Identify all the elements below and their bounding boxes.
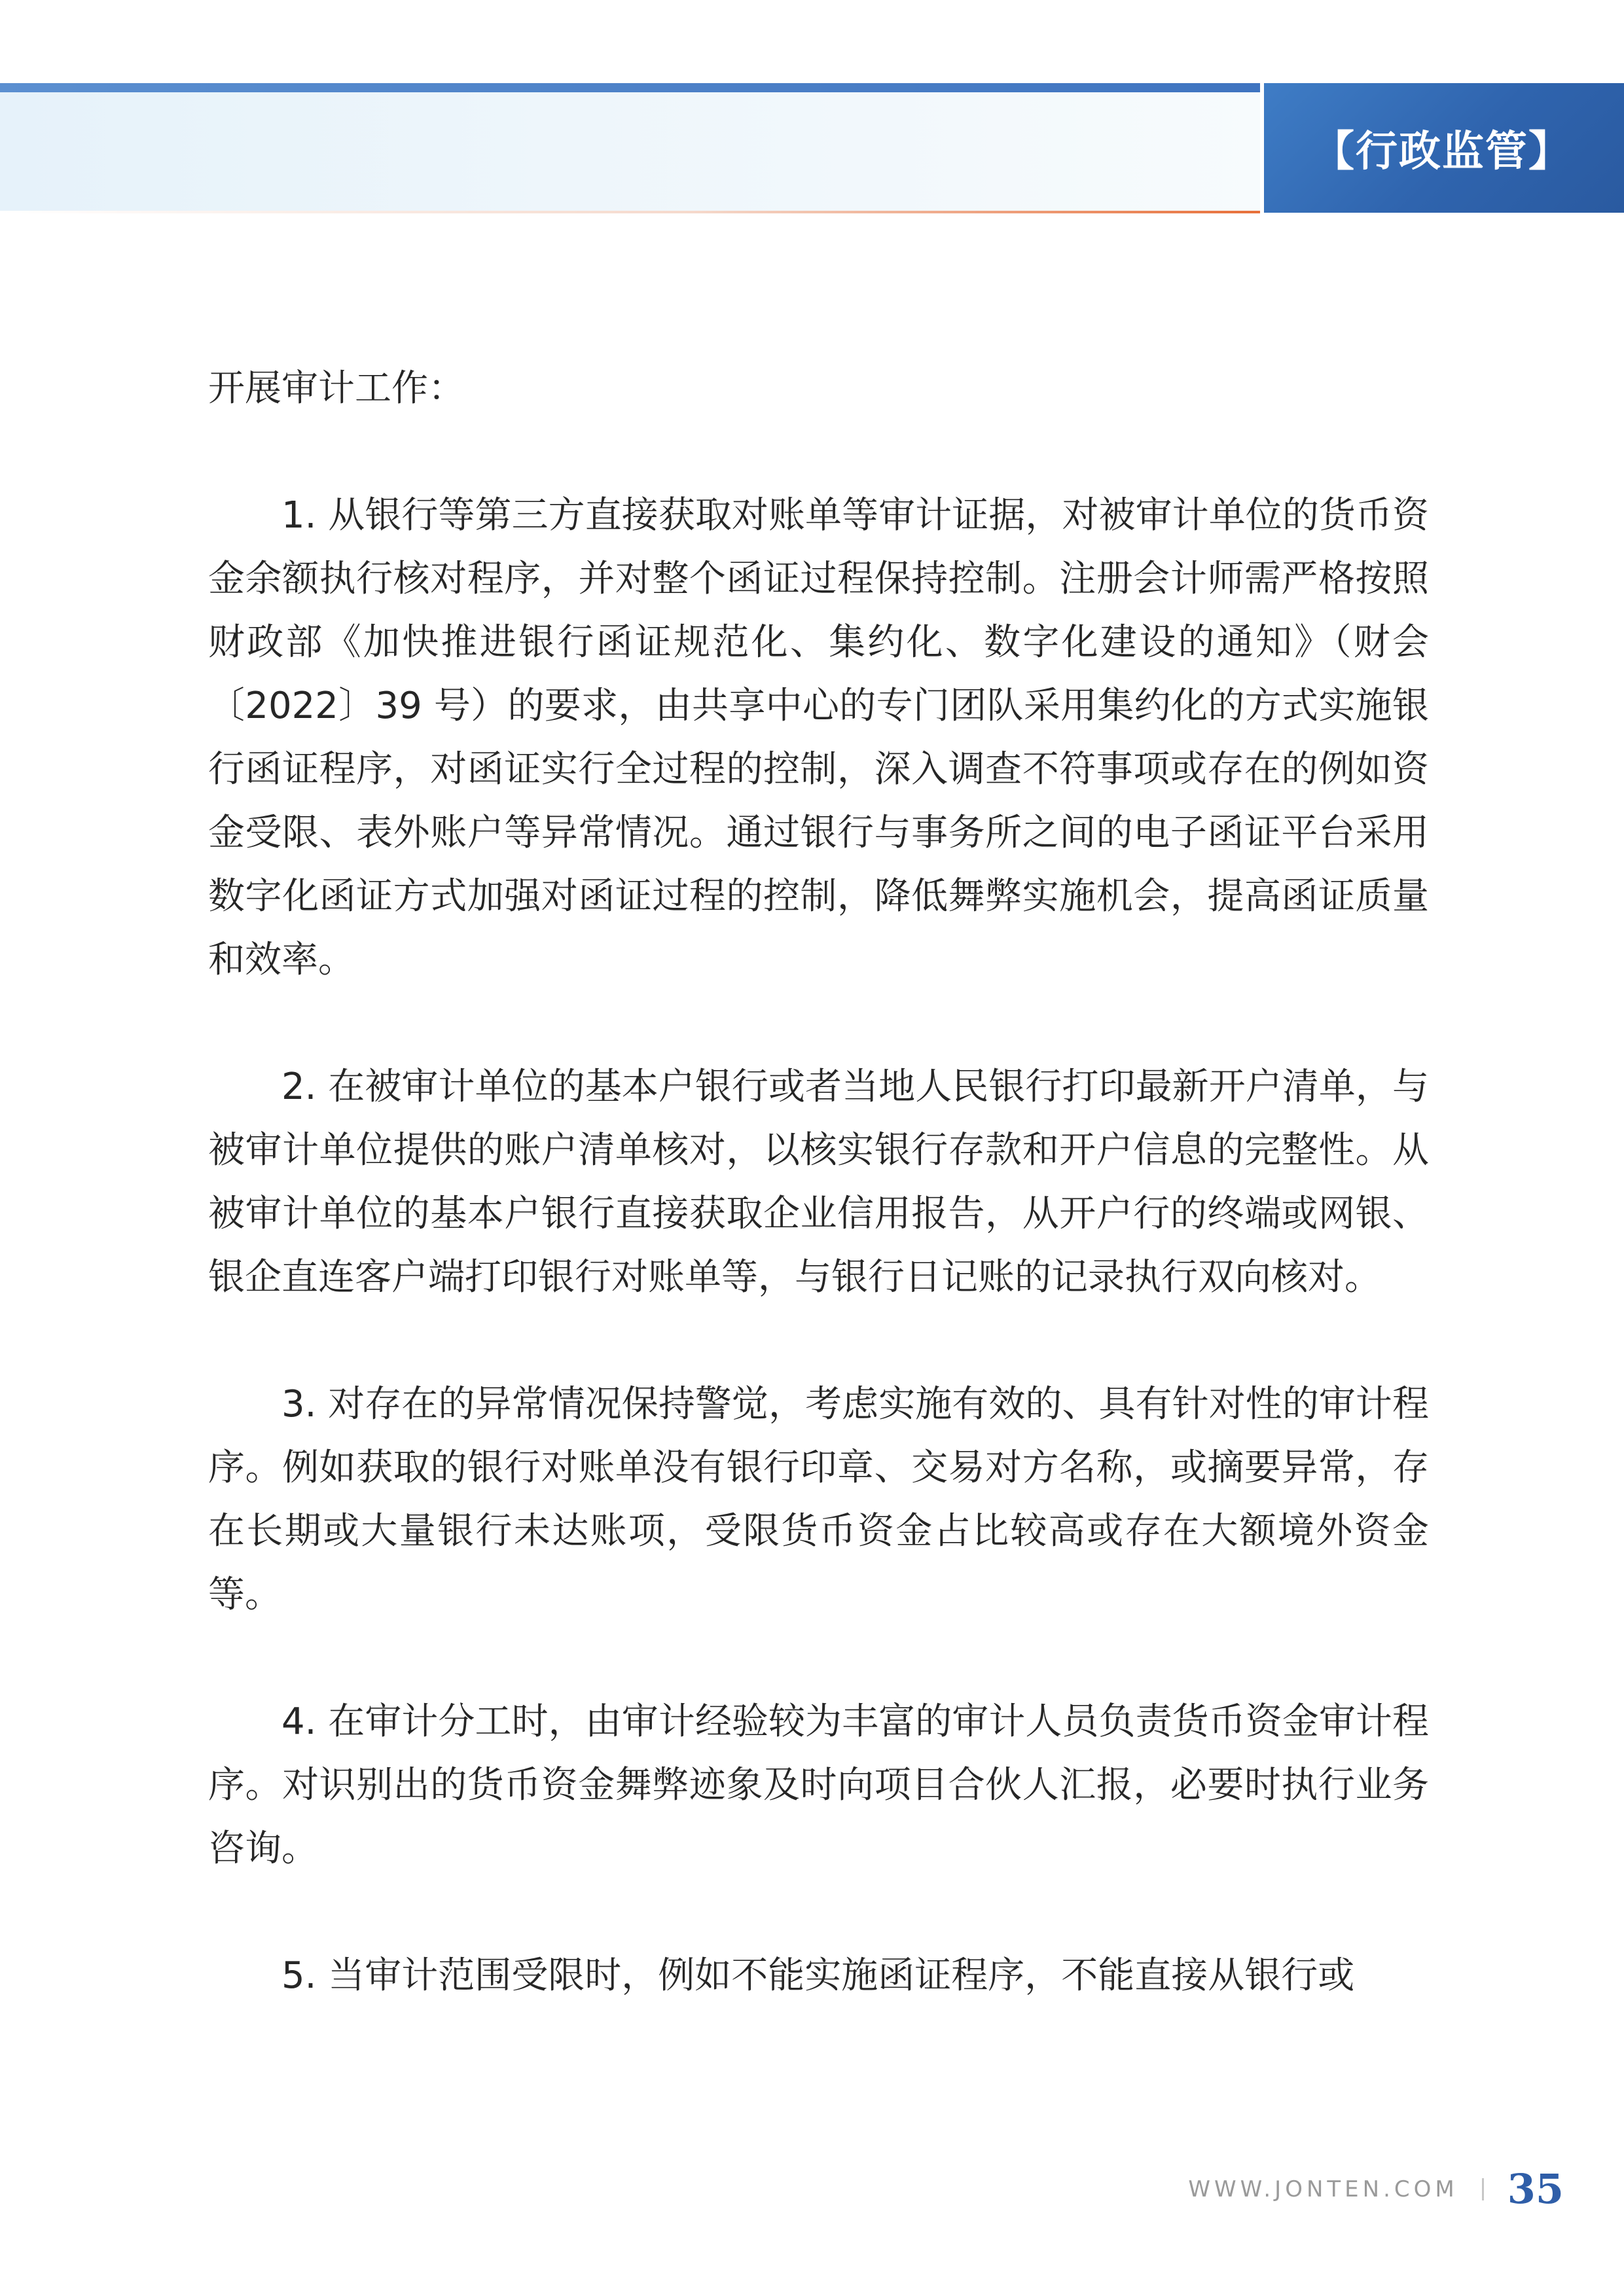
document-body <box>208 357 1429 2007</box>
intro-paragraph: 开展审计工作： <box>208 367 465 410</box>
list-item: 2. 在被审计单位的基本户银行或者当地人民银行打印最新开户清单，与被审计单位提供的账户清单核对，以核实银行存款和开户信息的完整性。从被审计单位的基本户银行直接获取企业信用报告，从开户行的终端或网银、银企直连客户端打印银行对账单等，与银行日记账的记录执行双向核对。 <box>208 1066 1429 1299</box>
section-label: 【行政监管】 <box>1312 127 1572 176</box>
list-item: 1. 从银行等第三方直接获取对账单等审计证据，对被审计单位的货币资金余额执行核对程序，并对整个函证过程保持控制。注册会计师需严格按照财政部《加快推进银行函证规范化、集约化、数字化建设的通知》（财会〔2022〕39 号）的要求，由共享中心的专门团队采用集约化的方式实施银行函证程序，对函证实行全过程的控制，深入调查不符事项或存在的例如资金受限、表外账户等异常情况。通过银行与事务所之间的电子函证平台采用数字化函证方式加强对函证过程的控制，降低舞弊实施机会，提高函证质量和效率。 <box>208 494 1429 981</box>
header-bottom-rule <box>0 211 1260 213</box>
list-item: 4. 在审计分工时，由审计经验较为丰富的审计人员负责货币资金审计程序。对识别出的货币资金舞弊迹象及时向项目合伙人汇报，必要时执行业务咨询。 <box>208 1700 1429 1870</box>
footer-divider <box>1482 2178 1484 2200</box>
list-item: 5. 当审计范围受限时，例如不能实施函证程序，不能直接从银行或 <box>281 1954 1355 1997</box>
header-banner <box>0 83 1260 213</box>
footer-website: WWW.JONTEN.COM <box>1188 2176 1458 2202</box>
page-number: 35 <box>1507 2165 1564 2213</box>
page-footer <box>1188 2160 1564 2219</box>
list-item: 3. 对存在的异常情况保持警觉，考虑实施有效的、具有针对性的审计程序。例如获取的银行对账单没有银行印章、交易对方名称，或摘要异常，存在长期或大量银行未达账项，受限货币资金占比较高或存在大额境外资金等。 <box>208 1383 1429 1616</box>
header-accent-line <box>0 83 1260 92</box>
